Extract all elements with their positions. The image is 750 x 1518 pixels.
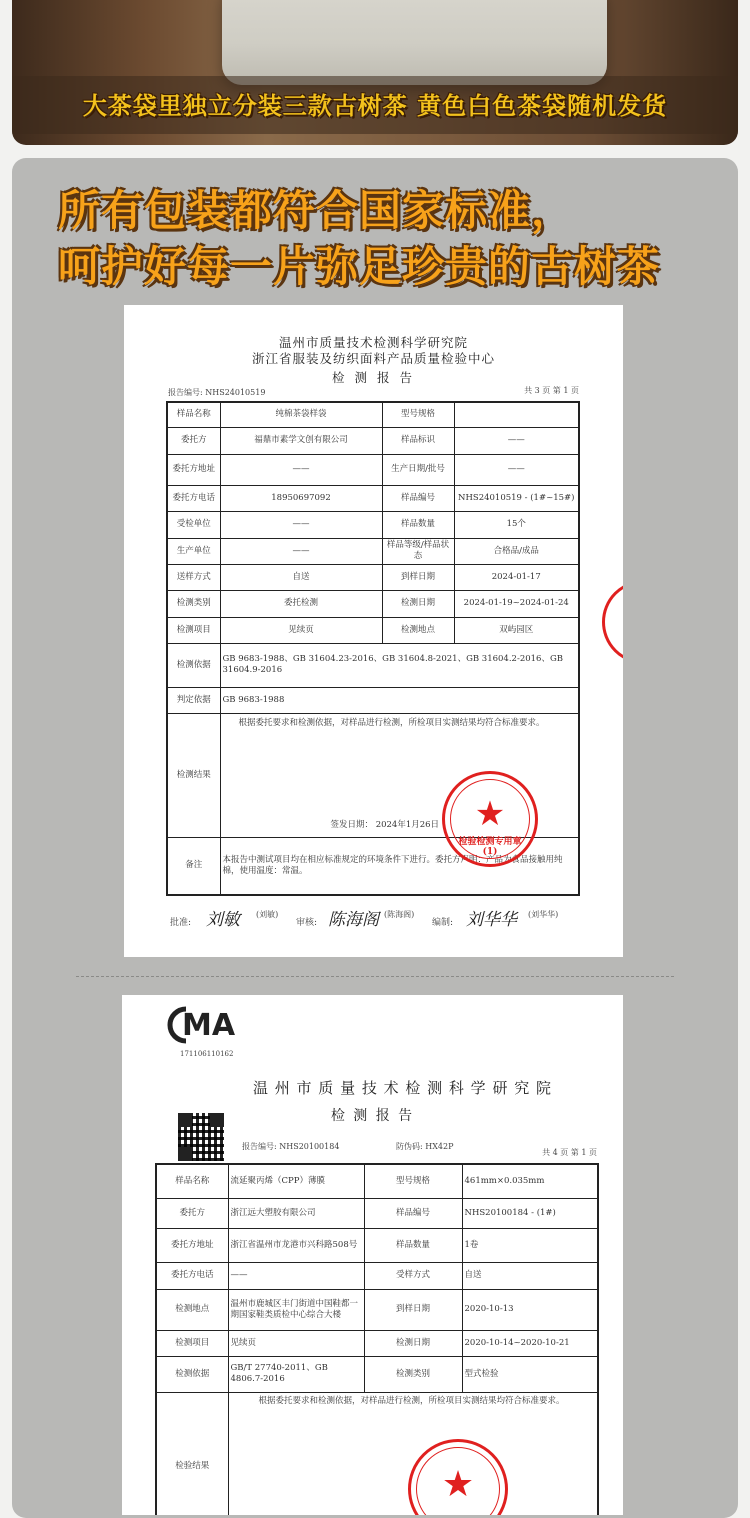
- report1-key: 到样日期: [382, 564, 454, 590]
- report1-key: 生产日期/批号: [382, 454, 454, 485]
- report2-value: 461mm×0.035mm: [462, 1164, 598, 1198]
- seal-number: (1): [482, 847, 498, 857]
- report1-result: 根据委托要求和检测依据，对样品进行检测，所检项目实测结果均符合标准要求。: [238, 717, 545, 728]
- report2-key: 检测类别: [364, 1356, 462, 1392]
- report1-value: 18950697092: [220, 485, 382, 511]
- report2-key: 委托方电话: [156, 1262, 228, 1289]
- official-seal: [442, 771, 538, 867]
- report1-key: 样品名称: [167, 402, 220, 427]
- report2-value: 自送: [462, 1262, 598, 1289]
- report1-value: 福鼎市素学文创有限公司: [220, 427, 382, 454]
- section-divider: [76, 976, 674, 977]
- report1-value: ——: [220, 454, 382, 485]
- report2-key: 检测地点: [156, 1289, 228, 1330]
- product-banner: [12, 0, 738, 145]
- report1-page-info: 共 3 页 第 1 页: [524, 386, 579, 395]
- qr-code-icon: [178, 1113, 224, 1161]
- report1-number: 报告编号: NHS24010519: [168, 388, 266, 397]
- report2-result: 根据委托要求和检测依据，对样品进行检测，所检项目实测结果均符合标准要求。: [228, 1392, 598, 1515]
- report1-value: ——: [454, 427, 579, 454]
- approve-signature: 刘敏: [206, 910, 240, 930]
- report2-value: NHS20100184 - (1#): [462, 1198, 598, 1228]
- report1-value: 15个: [454, 511, 579, 538]
- seal-star-icon: ★: [474, 794, 506, 834]
- report1-sign-date: 签发日期： 2024年1月26日: [330, 819, 440, 830]
- review-print: (陈海阁): [384, 910, 415, 919]
- report1-key: 委托方电话: [167, 485, 220, 511]
- report2-value: 流延聚丙烯（CPP）薄膜: [228, 1164, 364, 1198]
- tea-bag-image: [222, 0, 607, 85]
- report1-key: 检测项目: [167, 617, 220, 643]
- report1-value: ——: [220, 511, 382, 538]
- report2-key: 委托方: [156, 1198, 228, 1228]
- report1-institute: 温州市质量技术检测科学研究院: [278, 335, 468, 350]
- test-report-1: [124, 305, 623, 957]
- report2-title: 检 测 报 告: [330, 1108, 415, 1124]
- report2-value: 浙江省温州市龙港市兴科路508号: [228, 1228, 364, 1262]
- headline-line-1: 所有包装都符合国家标准，: [58, 186, 575, 235]
- report1-value: ——: [454, 454, 579, 485]
- report2-value: 2020-10-14~2020-10-21: [462, 1330, 598, 1356]
- report2-key: 受样方式: [364, 1262, 462, 1289]
- report1-key: 样品数量: [382, 511, 454, 538]
- report1-value: 委托检测: [220, 590, 382, 617]
- report1-key: 检测依据: [167, 643, 220, 687]
- report2-table: [155, 1163, 599, 1515]
- report1-value: 自送: [220, 564, 382, 590]
- report2-value: 型式检验: [462, 1356, 598, 1392]
- report2-value: 见续页: [228, 1330, 364, 1356]
- report1-judge: GB 9683-1988: [220, 687, 579, 713]
- report2-key: 委托方地址: [156, 1228, 228, 1262]
- cma-logo: [166, 1003, 244, 1047]
- edit-print: (刘华华): [528, 910, 559, 919]
- report2-number: 报告编号: NHS20100184: [242, 1142, 340, 1151]
- test-report-2: [122, 995, 623, 1515]
- banner-caption: 大茶袋里独立分装三款古树茶 黄色白色茶袋随机发货: [82, 92, 668, 120]
- report1-value: 合格品/成品: [454, 538, 579, 564]
- report1-key: 委托方地址: [167, 454, 220, 485]
- report2-value: GB/T 27740-2011、GB 4806.7-2016: [228, 1356, 364, 1392]
- report1-value: ——: [220, 538, 382, 564]
- report1-key: 检测日期: [382, 590, 454, 617]
- report1-title: 检 测 报 告: [332, 370, 415, 385]
- report2-key: 检验结果: [156, 1392, 228, 1515]
- report1-value: 2024-01-19~2024-01-24: [454, 590, 579, 617]
- report1-key: 判定依据: [167, 687, 220, 713]
- report1-key: 样品编号: [382, 485, 454, 511]
- cma-number: 171106110162: [180, 1050, 234, 1058]
- report1-key: 生产单位: [167, 538, 220, 564]
- report1-key: 检测地点: [382, 617, 454, 643]
- review-signature: 陈海阁: [328, 910, 379, 930]
- report1-key: 备注: [167, 837, 220, 895]
- report1-basis: GB 9683-1988、GB 31604.23-2016、GB 31604.8-2021、GB 31604.2-2016、GB 31604.9-2016: [220, 643, 579, 687]
- report2-value: ——: [228, 1262, 364, 1289]
- report1-key: 受检单位: [167, 511, 220, 538]
- seal-star-icon: ★: [441, 1464, 475, 1505]
- edit-signature: 刘华华: [466, 910, 517, 930]
- report2-key: 到样日期: [364, 1289, 462, 1330]
- approve-print: (刘敏): [256, 910, 279, 919]
- report1-key: 样品等级/样品状态: [382, 538, 454, 564]
- report2-key: 样品名称: [156, 1164, 228, 1198]
- report1-note: 本报告中测试项目均在相应标准规定的环境条件下进行。委托方声明：产品为食品接触用纯棉，使用温度：常温。: [220, 837, 579, 895]
- report2-anti-fake-code: 防伪码: HX42P: [396, 1142, 454, 1151]
- report2-key: 型号规格: [364, 1164, 462, 1198]
- report1-key: 检测类别: [167, 590, 220, 617]
- partial-seal-edge: [602, 580, 623, 664]
- report2-institute: 温 州 市 质 量 技 术 检 测 科 学 研 究 院: [253, 1079, 552, 1097]
- report1-value: NHS24010519 - (1#~15#): [454, 485, 579, 511]
- cma-logo-text: MA: [182, 1008, 236, 1043]
- report1-value: [454, 402, 579, 427]
- report1-value: 双屿园区: [454, 617, 579, 643]
- report1-key: 检测结果: [167, 713, 220, 837]
- report1-key: 样品标识: [382, 427, 454, 454]
- report2-key: 检测项目: [156, 1330, 228, 1356]
- report1-value: 纯棉茶袋样袋: [220, 402, 382, 427]
- report2-page-info: 共 4 页 第 1 页: [542, 1148, 597, 1157]
- report2-key: 检测依据: [156, 1356, 228, 1392]
- approve-label: 批准:: [170, 918, 192, 928]
- seal-text: 检验检测专用章: [458, 837, 522, 847]
- report2-value: 1卷: [462, 1228, 598, 1262]
- report2-key: 检测日期: [364, 1330, 462, 1356]
- report2-value: 浙江远大塑胶有限公司: [228, 1198, 364, 1228]
- report2-value: 温州市鹿城区丰门街道中国鞋都一期国家鞋类质检中心综合大楼: [228, 1289, 364, 1330]
- report2-key: 样品编号: [364, 1198, 462, 1228]
- report2-value: 2020-10-13: [462, 1289, 598, 1330]
- edit-label: 编制:: [432, 918, 454, 928]
- report1-value: 2024-01-17: [454, 564, 579, 590]
- report1-center: 浙江省服装及纺织面料产品质量检验中心: [251, 351, 495, 366]
- review-label: 审核:: [296, 918, 318, 928]
- report1-key: 送样方式: [167, 564, 220, 590]
- report1-key: 型号规格: [382, 402, 454, 427]
- report2-key: 样品数量: [364, 1228, 462, 1262]
- headline-line-2: 呵护好每一片弥足珍贵的古树茶: [58, 242, 661, 291]
- report1-key: 委托方: [167, 427, 220, 454]
- report1-value: 见续页: [220, 617, 382, 643]
